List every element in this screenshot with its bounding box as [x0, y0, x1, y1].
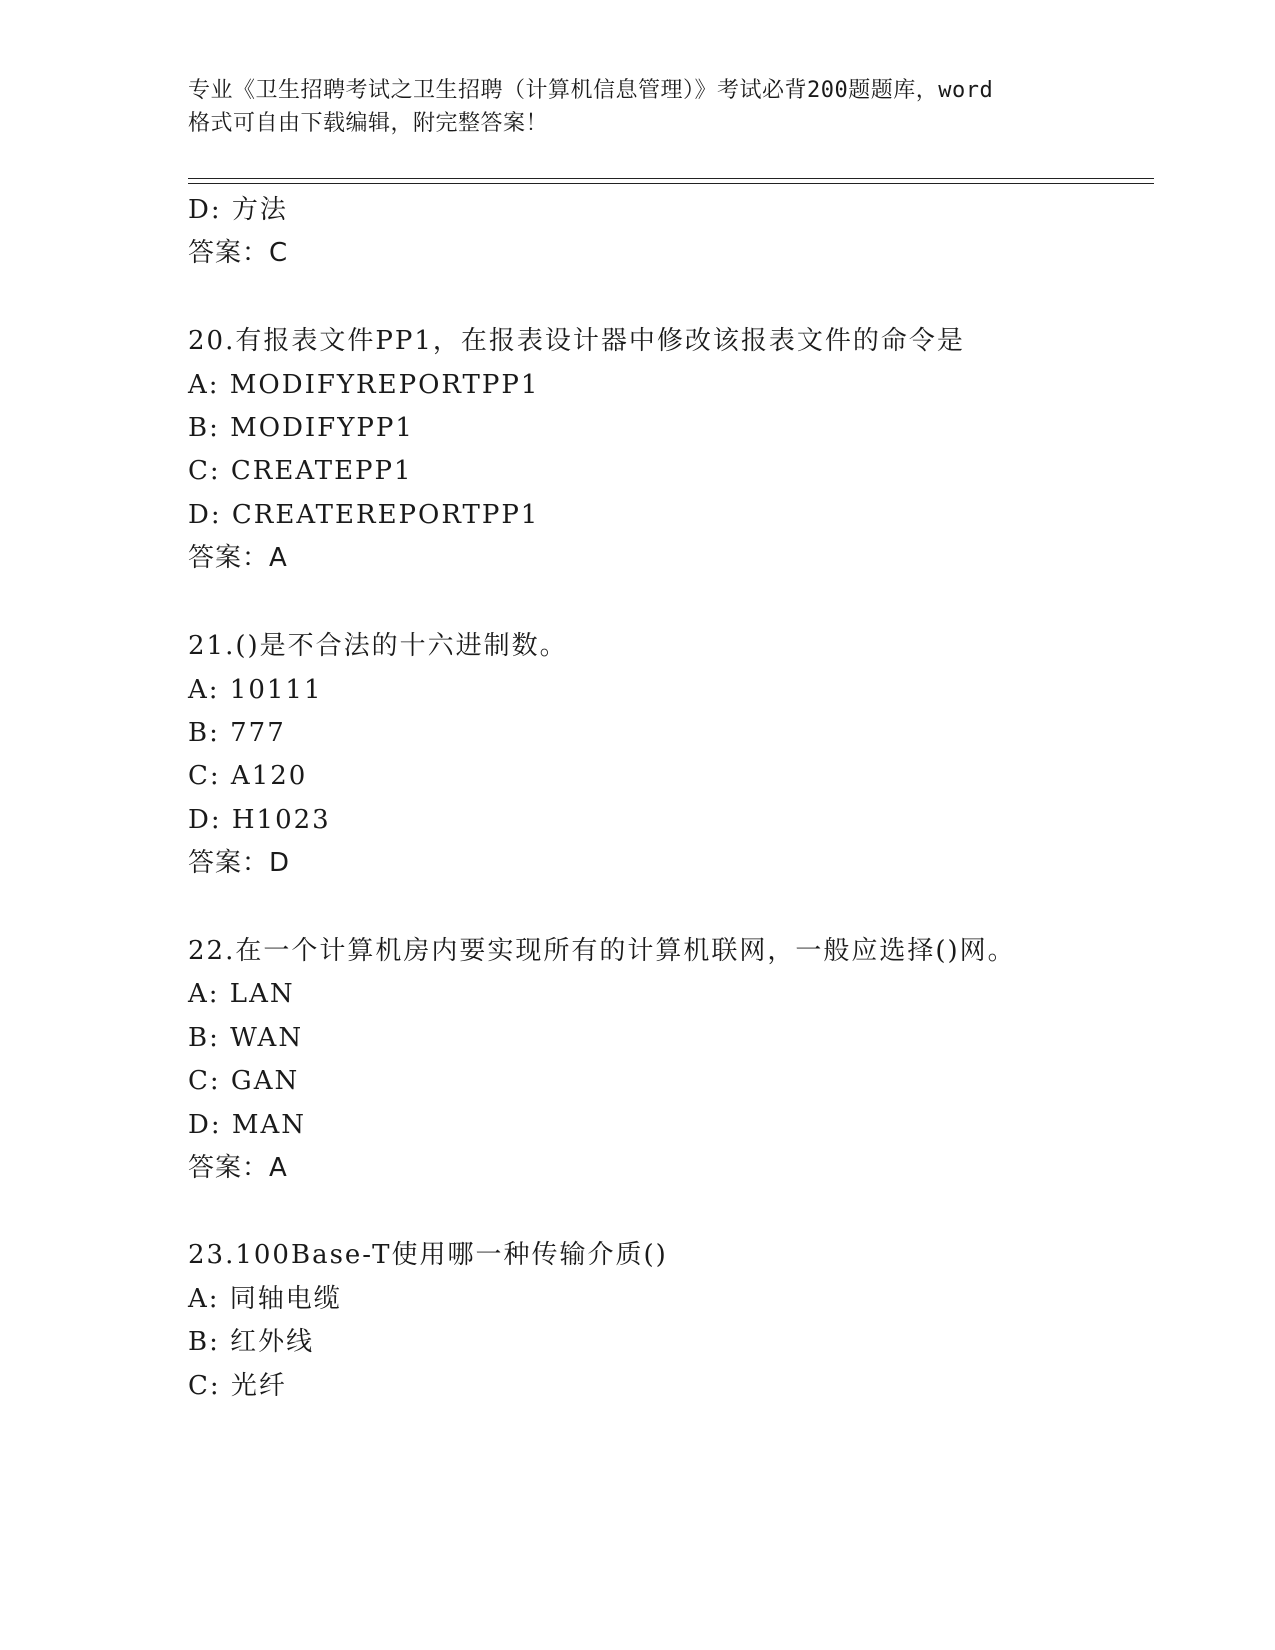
answer: 答案：A	[188, 1153, 288, 1183]
option-c: C: 光纤	[188, 1371, 287, 1401]
document-header	[188, 74, 1088, 140]
option-d: D: 方法	[188, 195, 288, 225]
option-b: B: MODIFYPP1	[188, 413, 414, 443]
header-divider-top	[188, 178, 1154, 179]
question-21: 21.()是不合法的十六进制数。	[188, 631, 568, 661]
answer: 答案：A	[188, 543, 288, 573]
header-line-1: 专业《卫生招聘考试之卫生招聘（计算机信息管理）》考试必背200题题库，word	[188, 78, 994, 103]
option-a: A: MODIFYREPORTPP1	[188, 370, 540, 400]
option-b: B: WAN	[188, 1023, 304, 1053]
option-d: D: H1023	[188, 805, 331, 835]
option-a: A: 同轴电缆	[188, 1284, 342, 1314]
answer: 答案：D	[188, 848, 291, 878]
option-c: C: A120	[188, 761, 308, 791]
option-d: D: MAN	[188, 1110, 307, 1140]
option-b: B: 红外线	[188, 1327, 315, 1357]
question-22: 22.在一个计算机房内要实现所有的计算机联网，一般应选择()网。	[188, 936, 1016, 966]
question-23: 23.100Base-T使用哪一种传输介质()	[188, 1240, 668, 1270]
answer: 答案：C	[188, 238, 289, 268]
option-a: A: LAN	[188, 979, 295, 1009]
option-c: C: GAN	[188, 1066, 300, 1096]
header-divider-bottom	[188, 183, 1154, 184]
option-a: A: 10111	[188, 675, 323, 705]
option-d: D: CREATEREPORTPP1	[188, 500, 540, 530]
header-line-2: 格式可自由下载编辑，附完整答案！	[188, 111, 549, 136]
option-c: C: CREATEPP1	[188, 456, 413, 486]
option-b: B: 777	[188, 718, 286, 748]
question-20: 20.有报表文件PP1，在报表设计器中修改该报表文件的命令是	[188, 326, 965, 356]
